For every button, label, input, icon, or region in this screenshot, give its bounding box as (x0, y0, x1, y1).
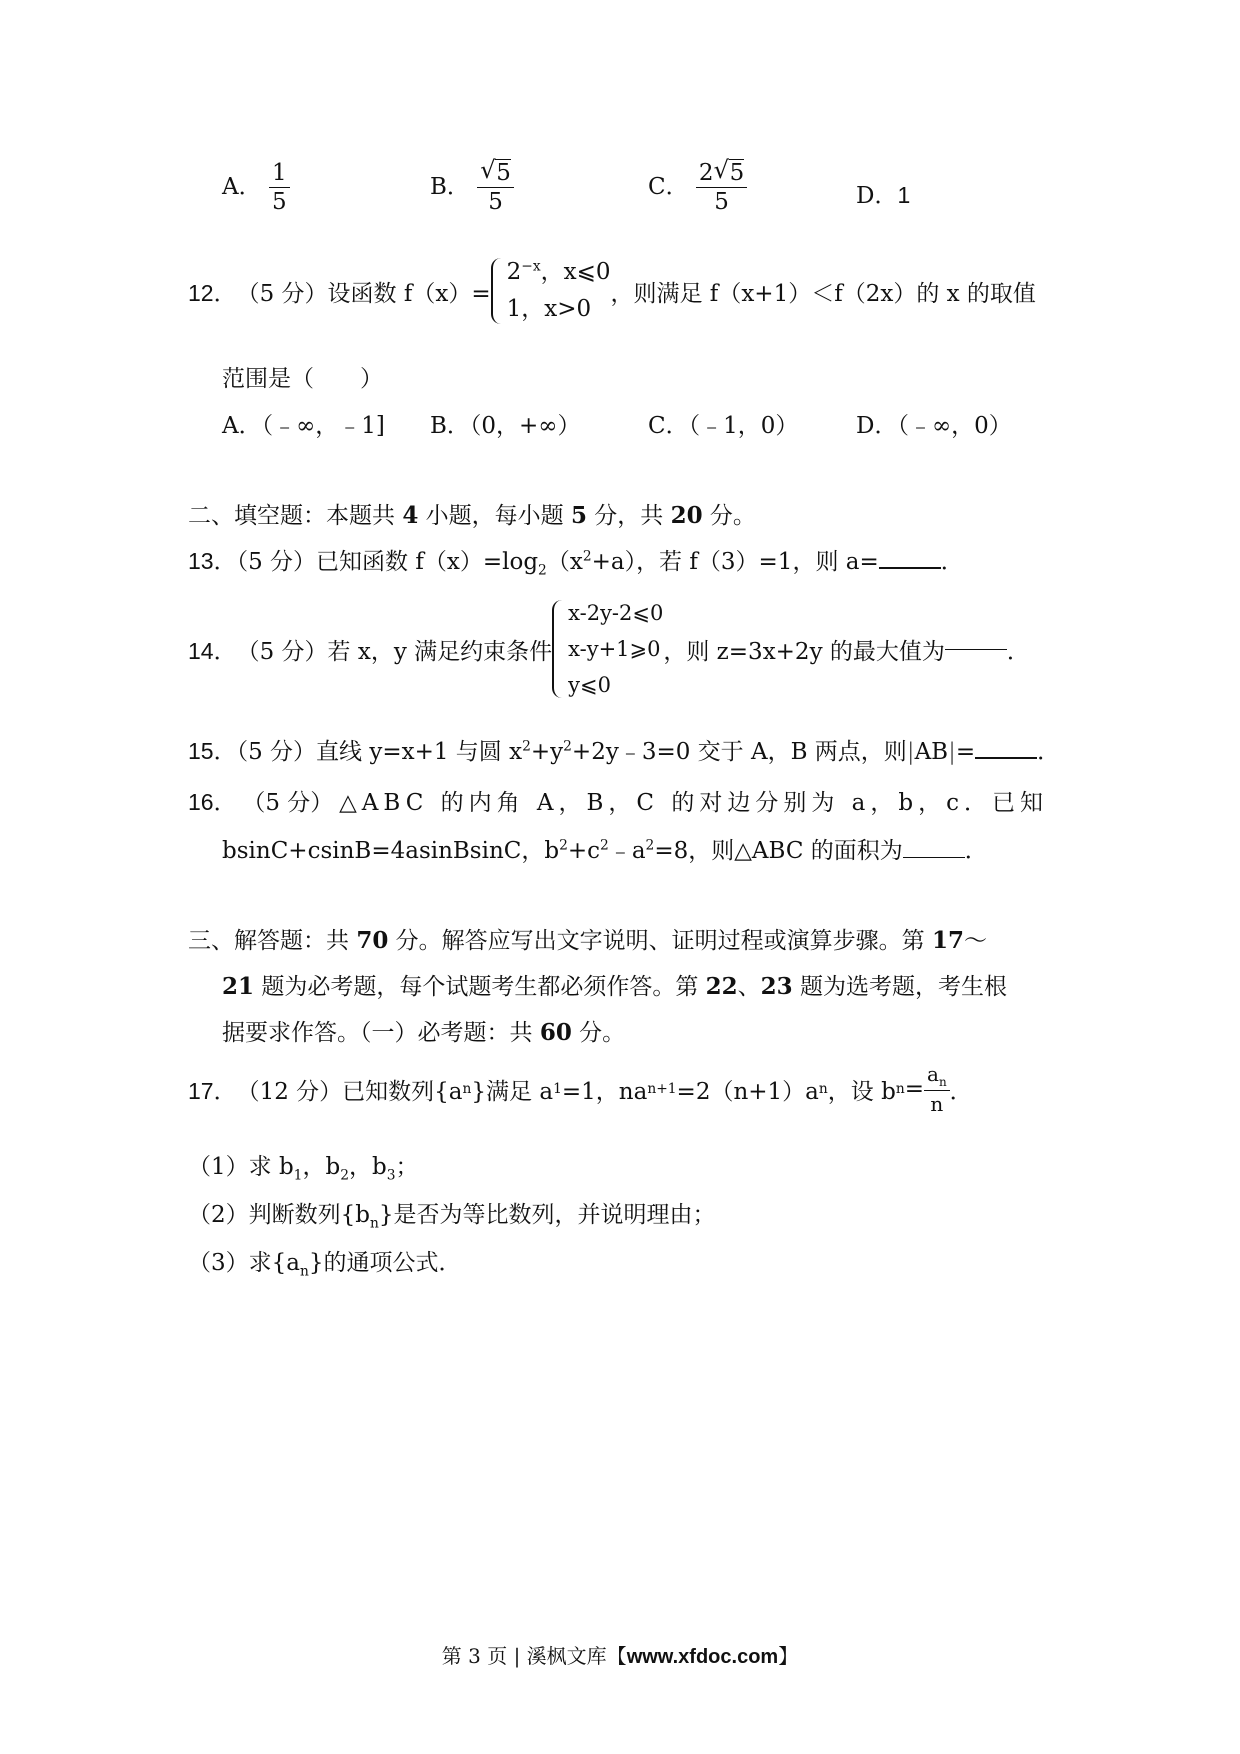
section-3-heading-line2 (222, 968, 1007, 1001)
piece-base: 2 (506, 259, 522, 285)
heading-number: 60 (539, 1019, 572, 1046)
option-value: （﹣1，0） (688, 413, 799, 439)
fraction (477, 156, 514, 215)
question-text: 已知函数 f（x）=log (316, 549, 539, 575)
subscript: n (938, 1075, 947, 1089)
question-number: 13． (188, 548, 237, 574)
abs-bar: | (906, 739, 915, 765)
numerator (696, 156, 747, 188)
question-text: =8，则△ABC 的面积为 (654, 838, 903, 864)
footer-text: 第 3 页 | 溪枫文库【 (441, 1644, 627, 1668)
heading-text: 分，共 (586, 503, 671, 529)
heading-number: 70 (356, 927, 389, 954)
q17-stem (188, 1064, 973, 1114)
question-text: ，则满足 f（x+1）＜f（2x）的 x 的取值 (610, 280, 1036, 307)
subscript: 2 (340, 1167, 349, 1184)
subscript: n (818, 1081, 828, 1097)
radicand: 5 (729, 160, 745, 186)
answer-blank (945, 649, 1007, 650)
part-text: （1）求 b (188, 1154, 294, 1180)
heading-number: 20 (670, 502, 703, 529)
question-text: ． (964, 838, 988, 864)
question-text: =1，na (561, 1078, 648, 1105)
heading-text: 分。 (571, 1020, 626, 1046)
denominator: n (930, 1092, 944, 1116)
question-number: 15． (188, 738, 237, 764)
heading-text: ～ (963, 928, 987, 954)
numerator (477, 156, 514, 188)
question-score: （5 分） (242, 790, 334, 816)
part-text: ； (395, 1154, 419, 1180)
subscript: 1 (553, 1081, 562, 1097)
question-text: ﹣a (608, 838, 646, 864)
q16-line2 (222, 832, 988, 865)
denominator: 5 (714, 189, 729, 215)
q16-line1 (188, 784, 1048, 817)
question-text: ，设 b (827, 1078, 896, 1105)
question-text: ． (940, 549, 964, 575)
q17-part-3 (188, 1244, 462, 1280)
question-number: 17． (188, 1077, 237, 1104)
fraction (696, 156, 747, 215)
question-text: （x (546, 549, 583, 575)
question-text: ． (1037, 739, 1061, 765)
option-label: C． (648, 413, 689, 439)
question-text: +y (530, 739, 564, 765)
heading-text: 题为选考题，考生根 (792, 974, 1007, 1000)
q11-option-b (430, 156, 514, 215)
question-text: AB (914, 739, 949, 765)
sqrt-radical: √ 5 (480, 156, 511, 186)
numerator: 1 (269, 162, 290, 188)
q11-option-c (648, 156, 747, 215)
radicand: 5 (496, 160, 511, 186)
q14 (188, 600, 1030, 698)
question-number: 16． (188, 789, 237, 815)
heading-number: 5 (570, 502, 587, 529)
heading-text: 据要求作答。（一）必考题：共 (222, 1020, 540, 1046)
denominator: 5 (488, 189, 503, 215)
heading-number: 22 (705, 973, 738, 1000)
superscript: 2 (563, 738, 572, 755)
q11-option-a (222, 162, 290, 214)
question-text: }满足 a (471, 1078, 554, 1105)
abs-bar: | (948, 739, 956, 765)
question-text: ，则 z=3x+2y 的最大值为 (663, 638, 945, 665)
q17-part-1 (188, 1148, 418, 1184)
option-label: A． (222, 174, 262, 200)
q12-option-d (856, 407, 1012, 440)
question-text: 直线 y=x+1 与圆 x (316, 739, 523, 765)
question-text: =2（n+1）a (676, 1078, 819, 1105)
q12-option-b (430, 407, 580, 440)
heading-text: 分。解答应写出文字说明、证明过程或演算步骤。第 (388, 928, 932, 954)
piece-condition: ，x⩽0 (540, 259, 611, 285)
part-text: ，b (348, 1154, 387, 1180)
option-label: B． (430, 413, 470, 439)
question-text: +2y﹣3=0 交于 A，B 两点，则 (571, 739, 907, 765)
q12-stem (188, 258, 1036, 324)
option-value: 1 (897, 182, 911, 208)
part-text: }是否为等比数列，并说明理由； (378, 1202, 716, 1228)
question-text: ． (949, 1078, 973, 1105)
subscript: n (462, 1081, 472, 1097)
q12-option-c (648, 407, 798, 440)
sqrt-radical: √ 5 (713, 156, 745, 186)
question-text: +a），若 f（3）=1，则 a= (591, 549, 879, 575)
answer-blank (975, 757, 1037, 759)
subscript: n (895, 1081, 905, 1097)
subscript: n (370, 1215, 379, 1232)
question-text: 设函数 f（x）= (327, 280, 491, 307)
section-3-heading-line3 (222, 1014, 625, 1047)
question-number: 14． (188, 637, 237, 664)
section-2-heading (188, 497, 756, 530)
question-score: （5 分） (236, 280, 328, 307)
superscript: 2 (582, 548, 592, 565)
question-text: = (904, 1076, 924, 1102)
numerator (924, 1064, 950, 1091)
option-label: C． (648, 174, 689, 200)
footer-text: 】 (778, 1644, 799, 1668)
heading-text: 三、解答题：共 (188, 928, 357, 954)
heading-text: 分。 (702, 503, 756, 529)
numerator-base: a (927, 1062, 939, 1086)
piecewise-function (491, 258, 611, 324)
piece-row: 1，x>0 (506, 296, 592, 323)
part-text: ，b (302, 1154, 341, 1180)
question-score: （5 分） (236, 638, 328, 665)
heading-text: 题为必考题，每个试题考生都必须作答。第 (254, 974, 706, 1000)
question-text: 已知数列{a (342, 1078, 463, 1105)
heading-text: 小题，每小题 (418, 503, 571, 529)
coefficient: 2 (698, 160, 714, 186)
q17-part-2 (188, 1196, 716, 1232)
question-score: （5 分） (236, 549, 317, 575)
option-value: （0，+∞） (469, 413, 581, 439)
question-text: = (955, 739, 976, 765)
answer-blank (903, 857, 965, 858)
subscript: 2 (538, 562, 547, 579)
answer-blank (879, 567, 941, 569)
option-label: B． (430, 174, 470, 200)
denominator: 5 (271, 189, 287, 215)
heading-number: 17 (931, 927, 964, 954)
superscript: 2 (522, 738, 531, 755)
q13 (188, 543, 964, 579)
piece-exponent: −x (521, 258, 541, 275)
heading-number: 23 (760, 973, 793, 1000)
question-text: 若 x，y 满足约束条件 (327, 638, 553, 665)
heading-number: 21 (222, 973, 255, 1000)
constraint-row: x-y+1⩾0 (568, 636, 661, 661)
part-text: （3）求{a (188, 1250, 300, 1276)
piece-row (507, 258, 611, 287)
q12-option-a (222, 407, 385, 440)
superscript: 2 (645, 837, 655, 854)
constraint-system (552, 600, 663, 698)
part-text: }的通项公式． (308, 1250, 462, 1276)
brace-icon (552, 600, 564, 698)
constraint-row: y⩽0 (568, 672, 611, 697)
q11-option-d (856, 177, 910, 210)
brace-icon (491, 258, 503, 324)
heading-text: 二、填空题：本题共 (188, 503, 403, 529)
subscript: 1 (293, 1167, 303, 1184)
question-score: （12 分） (236, 1078, 343, 1105)
superscript: 2 (600, 837, 609, 854)
option-value: （﹣∞，0） (897, 413, 1012, 439)
question-text: ． (1006, 638, 1030, 665)
footer-site-link[interactable]: www.xfdoc.com (626, 1646, 779, 1668)
subscript: n (299, 1263, 309, 1280)
option-value: （﹣∞，﹣1] (261, 413, 385, 439)
question-score: （5 分） (236, 739, 317, 765)
section-3-heading-line1 (188, 922, 987, 955)
subscript: 3 (386, 1167, 396, 1184)
page-footer (0, 1640, 1240, 1669)
superscript: 2 (559, 837, 568, 854)
question-text: △ABC 的内角 A，B，C 的对边分别为 a，b，c．已知 (339, 790, 1048, 816)
subscript: n+1 (647, 1081, 677, 1097)
question-text: bsinC+csinB=4asinBsinC，b (222, 838, 560, 864)
q12-stem-line2: 范围是（ ） (222, 366, 383, 392)
q15 (188, 733, 1060, 766)
option-label: A． (222, 413, 262, 439)
fraction (924, 1064, 950, 1114)
part-text: （2）判断数列{b (188, 1202, 370, 1228)
fraction (269, 162, 290, 214)
option-label: D． (856, 413, 898, 439)
heading-number: 4 (402, 502, 419, 529)
question-number: 12． (188, 279, 237, 306)
constraint-row: x-2y-2⩽0 (568, 601, 664, 625)
option-label: D． (856, 183, 898, 209)
question-text: +c (567, 838, 601, 864)
heading-text: 、 (737, 974, 761, 1000)
